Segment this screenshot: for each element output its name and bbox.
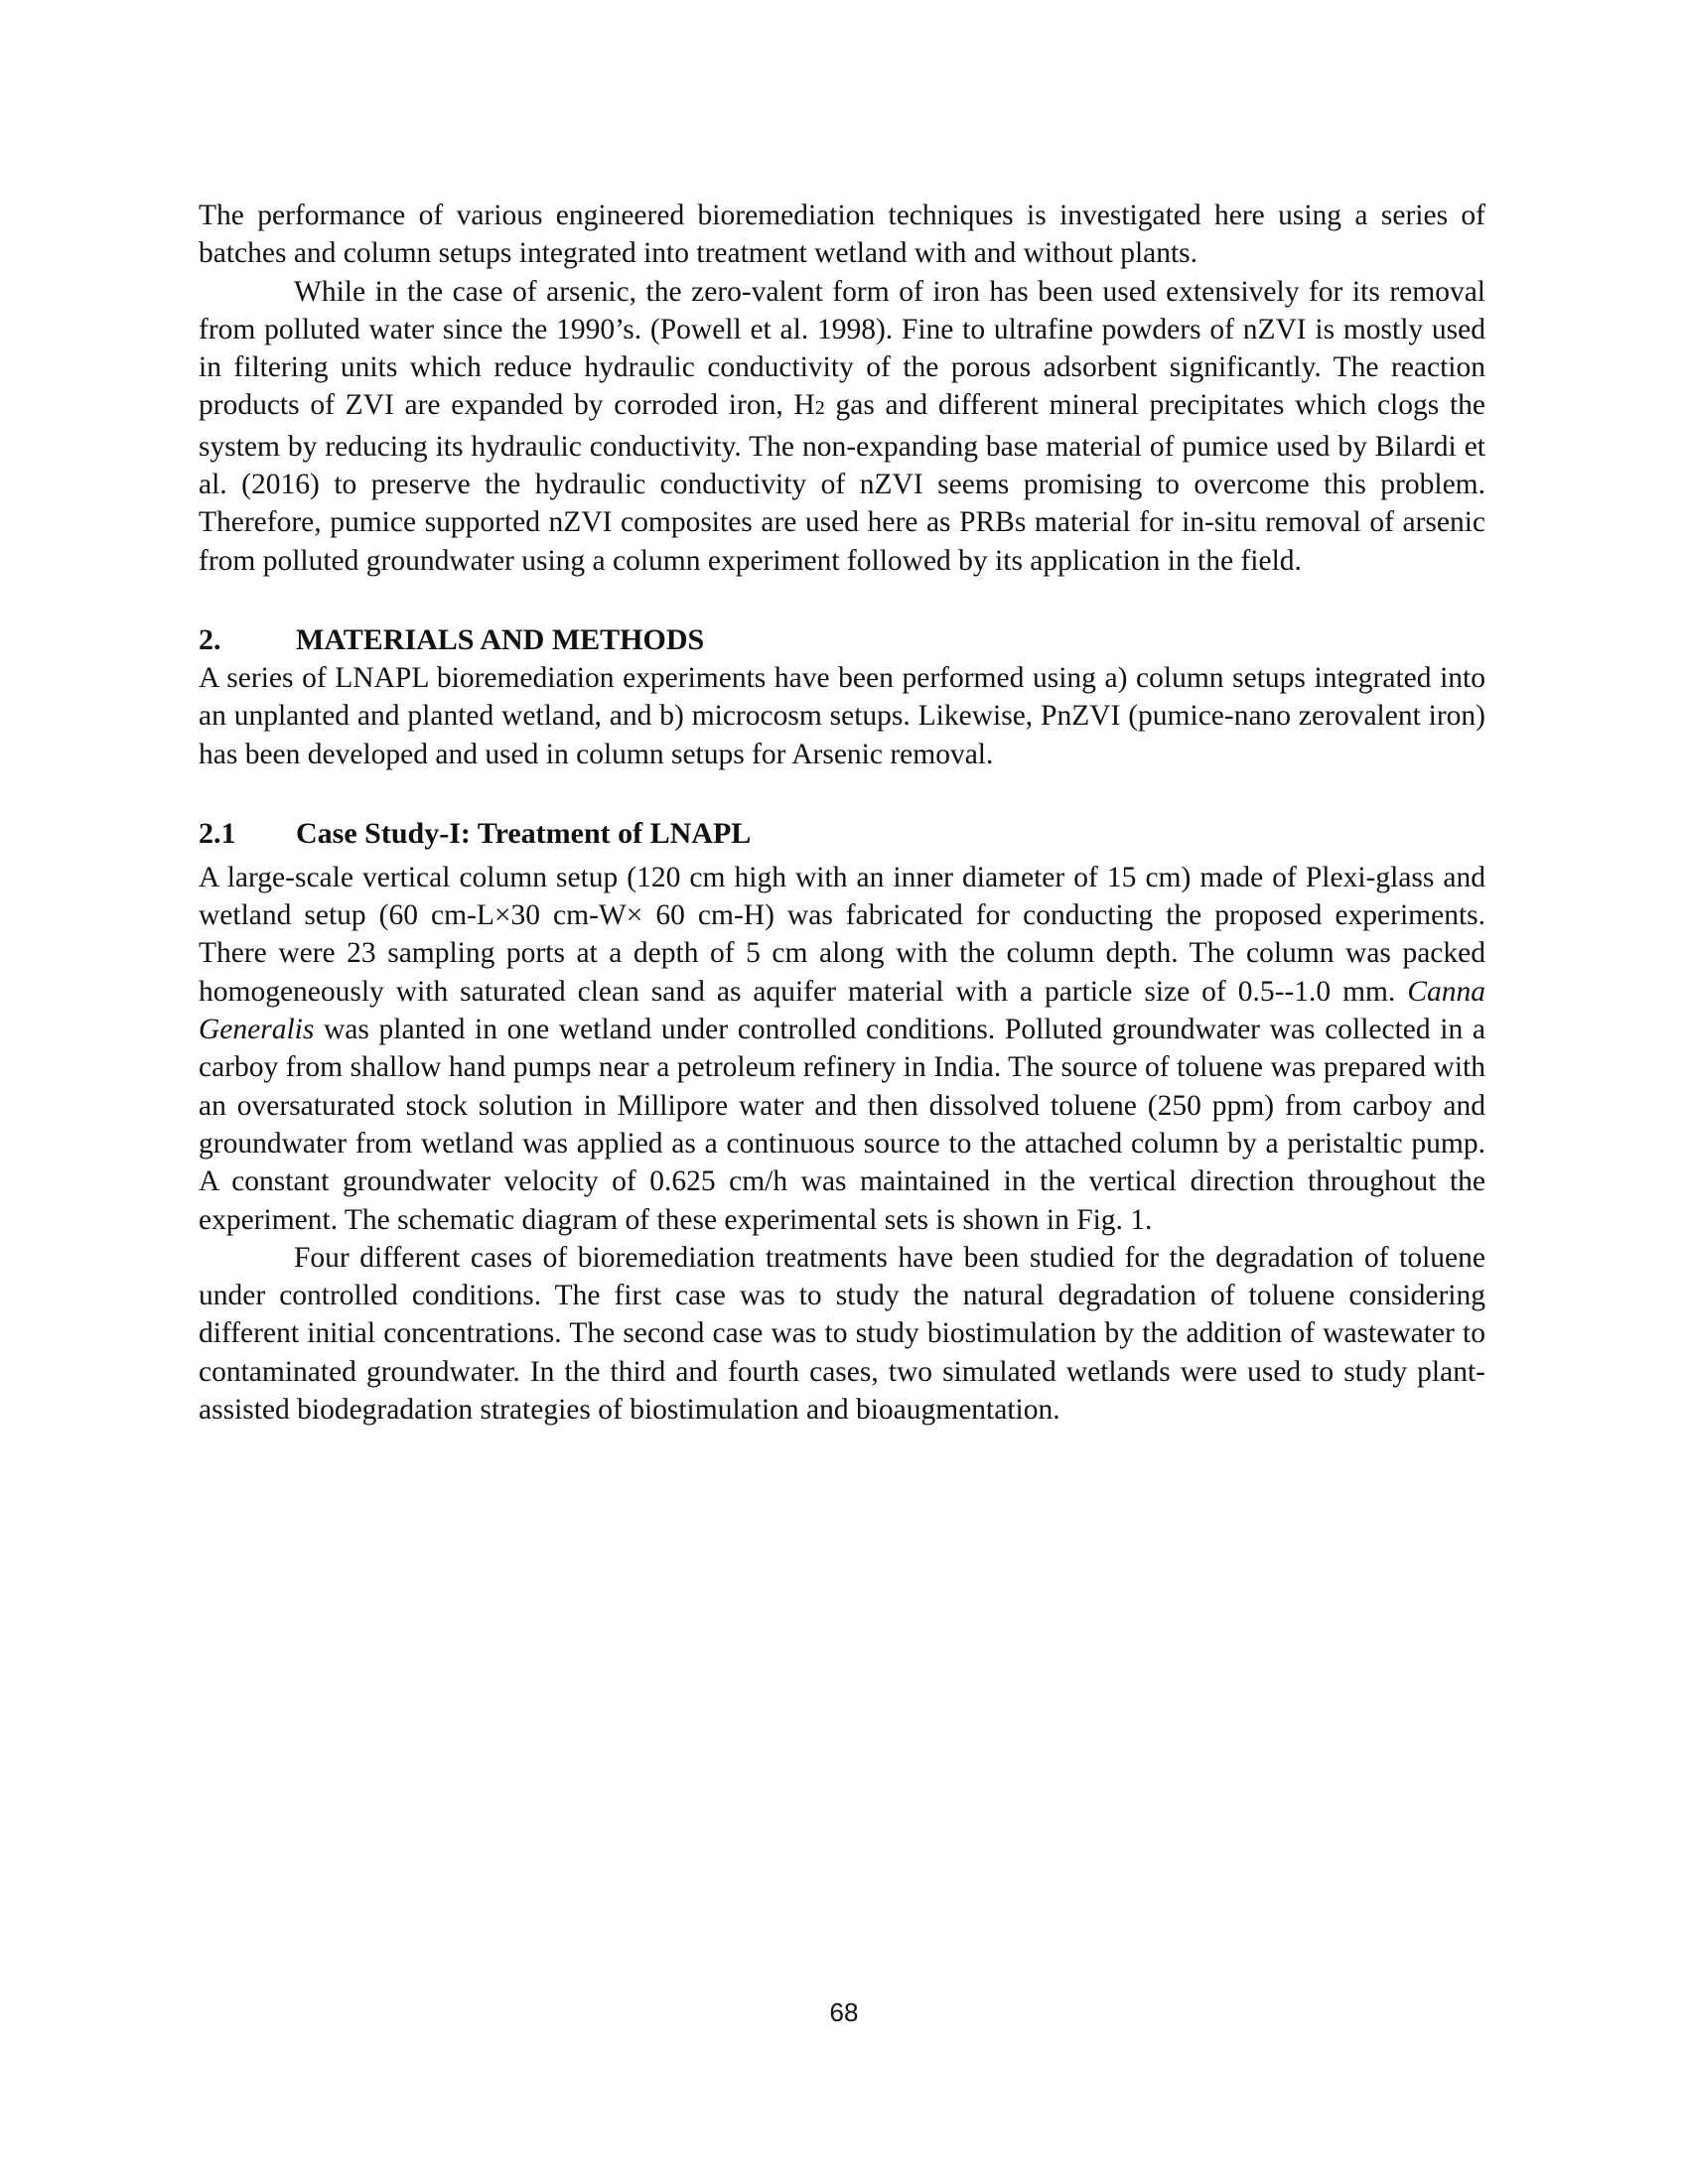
paragraph-arsenic <box>199 273 1485 580</box>
subsection-heading-case-study-1 <box>199 815 1485 853</box>
section-heading-materials-methods <box>199 621 1485 659</box>
species-name: Canna Generalis <box>199 975 1485 1046</box>
page-body <box>199 197 1485 1429</box>
paragraph-arsenic-part-1: While in the case of arsenic, the zero-valent form of iron has been used extensively for its removal from polluted water since the 1990’s. (Powell et al. 1998). Fine to ultrafine powders of nZVI is mostly used in filtering units which reduce hydraulic conductivity of the porous adsorbent significantly. The reaction products of ZVI are expanded by corroded iron, H <box>199 275 1485 422</box>
page-number: 68 <box>829 1997 859 2027</box>
section-title: MATERIALS AND METHODS <box>296 622 705 656</box>
subsection-number: 2.1 <box>199 816 236 850</box>
paragraph-treatment-cases: Four different cases of bioremediation treatments have been studied for the degradation of toluene under controlled conditions. The first case was to study the natural degradation of toluene considering different initial concentrations. The second case was to study biostimulation by the addition of wastewater to contaminated groundwater. In the third and fourth cases, two simulated wetlands were used to study plant-assisted biodegradation strategies of biostimulation and bioaugmentation. <box>199 1241 1485 1427</box>
paragraph-column-setup-part-2: was planted in one wetland under controlled conditions. Polluted groundwater was collected in a carboy from shallow hand pumps near a petroleum refinery in India. The source of toluene was prepared with an oversaturated stock solution in Millipore water and then dissolved toluene (250 ppm) from carboy and groundwater from wetland was applied as a continuous source to the attached column by a peristaltic pump. A constant groundwater velocity of 0.625 cm/h was maintained in the vertical direction throughout the experiment. The schematic diagram of these experimental sets is shown in Fig. 1. <box>199 1014 1485 1236</box>
subsection-title: Case Study-I: Treatment of LNAPL <box>296 816 752 850</box>
paragraph-column-setup <box>199 859 1485 1239</box>
paragraph-intro: The performance of various engineered bioremediation techniques is investigated here using a series of batches and column setups integrated into treatment wetland with and without plants. <box>199 200 1485 270</box>
h2-subscript: 2 <box>814 397 825 420</box>
paragraph-arsenic-part-2: gas and different mineral precipitates which clogs the system by reducing its hydraulic conductivity. The non-expanding base material of pumice used by Bilardi et al. (2016) to preserve the hydraulic conductivity of nZVI seems promising to overcome this problem. Therefore, pumice supported nZVI composites are used here as PRBs material for in-situ removal of arsenic from polluted groundwater using a column experiment followed by its application in the field. <box>199 389 1485 577</box>
paragraph-methods-overview: A series of LNAPL bioremediation experiments have been performed using a) column setups integrated into an unplanted and planted wetland, and b) microcosm setups. Likewise, PnZVI (pumice-nano zerovalent iron) has been developed and used in column setups for Arsenic removal. <box>199 661 1485 770</box>
section-number: 2. <box>199 622 221 656</box>
paragraph-column-setup-part-1: A large-scale vertical column setup (120 cm high with an inner diameter of 15 cm) made of Plexi-glass and wetland setup (60 cm-L×30 cm-W× 60 cm-H) was fabricated for conducting the proposed experiments. There were 23 sampling ports at a depth of 5 cm along with the column depth. The column was packed homogeneously with saturated clean sand as aquifer material with a particle size of 0.5--1.0 mm. <box>199 861 1485 1008</box>
